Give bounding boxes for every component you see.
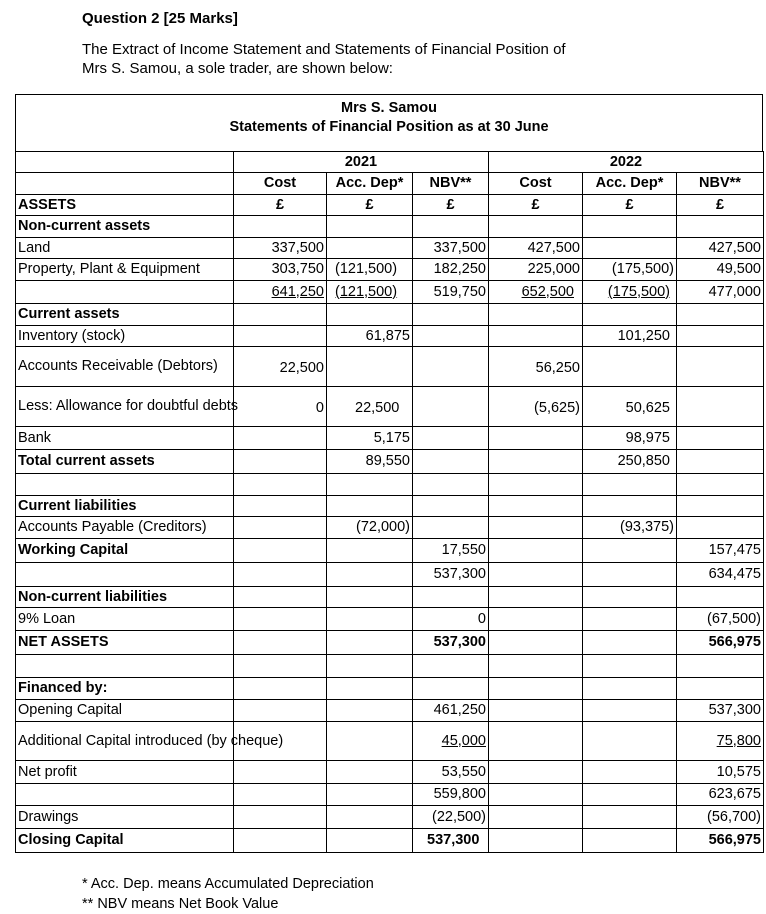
closing-capital-2021: 537,300 xyxy=(413,829,489,853)
value-cell: 337,500 xyxy=(234,238,327,259)
value-cell xyxy=(583,829,677,853)
value-cell xyxy=(489,784,583,806)
table-row xyxy=(16,326,764,347)
year-header-row xyxy=(16,152,764,173)
value-cell: 182,250 xyxy=(413,259,489,281)
table-row xyxy=(16,347,764,387)
value-cell xyxy=(583,608,677,631)
value-cell xyxy=(327,496,413,517)
table-row xyxy=(16,539,764,563)
value-cell xyxy=(327,608,413,631)
value-cell: 623,675 xyxy=(677,784,764,806)
value-cell xyxy=(583,784,677,806)
value-cell xyxy=(489,700,583,722)
value-cell: 461,250 xyxy=(413,700,489,722)
row-label xyxy=(16,281,234,304)
row-label: Net profit xyxy=(16,761,234,784)
value-cell xyxy=(489,304,583,326)
blank-cell xyxy=(677,655,764,678)
value-cell: (22,500) xyxy=(413,806,489,829)
row-label: Drawings xyxy=(16,806,234,829)
blank-cell xyxy=(16,655,234,678)
value-cell xyxy=(327,806,413,829)
value-cell xyxy=(489,563,583,587)
value-cell: 519,750 xyxy=(413,281,489,304)
blank-cell xyxy=(16,173,234,195)
value-cell xyxy=(583,806,677,829)
value-cell: 303,750 xyxy=(234,259,327,281)
col-cost-2021: Cost xyxy=(234,173,327,195)
value-cell: 559,800 xyxy=(413,784,489,806)
year-2021-header: 2021 xyxy=(234,152,489,173)
value-cell xyxy=(327,829,413,853)
table-row xyxy=(16,195,764,216)
value-cell: (175,500) xyxy=(583,281,677,304)
value-cell xyxy=(583,238,677,259)
value-cell: 10,575 xyxy=(677,761,764,784)
currency-cell: £ xyxy=(413,195,489,216)
value-cell xyxy=(677,517,764,539)
blank-cell xyxy=(327,655,413,678)
value-cell xyxy=(327,347,413,387)
table-row xyxy=(16,281,764,304)
statement-title: Statements of Financial Position as at 30 June xyxy=(229,119,549,135)
row-label: Land xyxy=(16,238,234,259)
row-label: Accounts Receivable (Debtors) xyxy=(16,347,234,387)
value-cell xyxy=(234,784,327,806)
value-cell xyxy=(413,347,489,387)
row-label: Financed by: xyxy=(16,678,234,700)
value-cell xyxy=(234,700,327,722)
value-cell xyxy=(583,700,677,722)
statement-title-box xyxy=(15,94,763,152)
value-cell xyxy=(583,631,677,655)
value-cell xyxy=(413,304,489,326)
row-label: Bank xyxy=(16,427,234,450)
value-cell: 634,475 xyxy=(677,563,764,587)
value-cell xyxy=(234,806,327,829)
value-cell xyxy=(234,427,327,450)
table-row xyxy=(16,829,764,853)
value-cell xyxy=(489,678,583,700)
value-cell: 101,250 xyxy=(583,326,677,347)
value-cell: (121,500) xyxy=(327,281,413,304)
footnotes xyxy=(82,874,374,914)
value-cell: 49,500 xyxy=(677,259,764,281)
table-row xyxy=(16,496,764,517)
value-cell xyxy=(413,587,489,608)
net-assets-2022: 566,975 xyxy=(677,631,764,655)
row-label: Property, Plant & Equipment xyxy=(16,259,234,281)
value-cell: 157,475 xyxy=(677,539,764,563)
value-cell: 641,250 xyxy=(234,281,327,304)
row-label: Additional Capital introduced (by cheque) xyxy=(16,722,234,761)
value-cell: (5,625) xyxy=(489,387,583,427)
row-label: Inventory (stock) xyxy=(16,326,234,347)
currency-cell: £ xyxy=(677,195,764,216)
value-cell xyxy=(489,722,583,761)
statement-owner: Mrs S. Samou xyxy=(341,100,437,116)
value-cell xyxy=(327,722,413,761)
value-cell: 53,550 xyxy=(413,761,489,784)
statement-of-financial-position xyxy=(15,94,763,853)
value-cell xyxy=(583,304,677,326)
table-row xyxy=(16,563,764,587)
value-cell xyxy=(677,347,764,387)
table-row xyxy=(16,517,764,539)
value-cell xyxy=(677,587,764,608)
intro-line-1: The Extract of Income Statement and Statements of Financial Position of xyxy=(82,41,566,58)
row-label: Closing Capital xyxy=(16,829,234,853)
value-cell: 22,500 xyxy=(327,387,413,427)
value-cell xyxy=(489,829,583,853)
value-cell xyxy=(234,216,327,238)
currency-cell: £ xyxy=(489,195,583,216)
value-cell xyxy=(234,829,327,853)
table-row xyxy=(16,722,764,761)
col-accdep-2021: Acc. Dep* xyxy=(327,173,413,195)
value-cell: (93,375) xyxy=(583,517,677,539)
value-cell: 652,500 xyxy=(489,281,583,304)
year-2022-header: 2022 xyxy=(489,152,764,173)
value-cell xyxy=(677,326,764,347)
row-label xyxy=(16,784,234,806)
table-row xyxy=(16,474,764,496)
value-cell xyxy=(327,304,413,326)
value-cell xyxy=(489,517,583,539)
value-cell xyxy=(677,216,764,238)
row-label xyxy=(16,563,234,587)
blank-cell xyxy=(16,152,234,173)
blank-cell xyxy=(327,474,413,496)
value-cell xyxy=(234,539,327,563)
table-row xyxy=(16,304,764,326)
table-row xyxy=(16,761,764,784)
value-cell: 537,300 xyxy=(677,700,764,722)
intro-line-2: Mrs S. Samou, a sole trader, are shown below: xyxy=(82,60,393,77)
row-label: Total current assets xyxy=(16,450,234,474)
value-cell xyxy=(327,784,413,806)
column-header-row xyxy=(16,173,764,195)
col-nbv-2021: NBV** xyxy=(413,173,489,195)
value-cell xyxy=(489,806,583,829)
value-cell xyxy=(583,539,677,563)
currency-cell: £ xyxy=(234,195,327,216)
value-cell xyxy=(327,238,413,259)
value-cell xyxy=(234,631,327,655)
row-label: NET ASSETS xyxy=(16,631,234,655)
value-cell xyxy=(234,563,327,587)
row-label: Less: Allowance for doubtful debts xyxy=(16,387,234,427)
value-cell xyxy=(489,608,583,631)
value-cell: 0 xyxy=(234,387,327,427)
value-cell: 427,500 xyxy=(677,238,764,259)
value-cell: (56,700) xyxy=(677,806,764,829)
closing-capital-2022: 566,975 xyxy=(677,829,764,853)
value-cell xyxy=(234,761,327,784)
blank-cell xyxy=(583,655,677,678)
value-cell: 56,250 xyxy=(489,347,583,387)
value-cell xyxy=(677,450,764,474)
table-row xyxy=(16,608,764,631)
table-row xyxy=(16,216,764,238)
value-cell xyxy=(413,216,489,238)
value-cell xyxy=(234,304,327,326)
value-cell xyxy=(583,216,677,238)
value-cell: 225,000 xyxy=(489,259,583,281)
value-cell xyxy=(234,587,327,608)
value-cell: 50,625 xyxy=(583,387,677,427)
table-row xyxy=(16,700,764,722)
value-cell xyxy=(234,608,327,631)
value-cell xyxy=(489,427,583,450)
value-cell xyxy=(413,517,489,539)
row-label: Current assets xyxy=(16,304,234,326)
table-row xyxy=(16,259,764,281)
value-cell xyxy=(583,761,677,784)
blank-cell xyxy=(234,655,327,678)
value-cell xyxy=(489,450,583,474)
value-cell: 337,500 xyxy=(413,238,489,259)
table-row xyxy=(16,238,764,259)
value-cell: 61,875 xyxy=(327,326,413,347)
value-cell xyxy=(677,678,764,700)
table-row xyxy=(16,806,764,829)
table-row xyxy=(16,678,764,700)
value-cell xyxy=(677,427,764,450)
value-cell: 89,550 xyxy=(327,450,413,474)
value-cell xyxy=(413,496,489,517)
value-cell: (175,500) xyxy=(583,259,677,281)
value-cell: 17,550 xyxy=(413,539,489,563)
value-cell xyxy=(677,496,764,517)
value-cell xyxy=(234,517,327,539)
value-cell: 537,300 xyxy=(413,563,489,587)
value-cell: 5,175 xyxy=(327,427,413,450)
col-nbv-2022: NBV** xyxy=(677,173,764,195)
currency-cell: £ xyxy=(583,195,677,216)
value-cell xyxy=(583,722,677,761)
value-cell xyxy=(327,631,413,655)
value-cell: (121,500) xyxy=(327,259,413,281)
row-label: Opening Capital xyxy=(16,700,234,722)
col-accdep-2022: Acc. Dep* xyxy=(583,173,677,195)
table-row xyxy=(16,450,764,474)
footnote-nbv: ** NBV means Net Book Value xyxy=(82,896,279,912)
blank-cell xyxy=(489,655,583,678)
financial-position-table xyxy=(15,151,764,853)
value-cell: (72,000) xyxy=(327,517,413,539)
net-assets-2021: 537,300 xyxy=(413,631,489,655)
value-cell xyxy=(489,326,583,347)
col-cost-2022: Cost xyxy=(489,173,583,195)
value-cell xyxy=(413,427,489,450)
value-cell: 75,800 xyxy=(677,722,764,761)
value-cell xyxy=(677,387,764,427)
value-cell xyxy=(327,700,413,722)
value-cell xyxy=(413,326,489,347)
blank-cell xyxy=(16,474,234,496)
blank-cell xyxy=(677,474,764,496)
value-cell: 477,000 xyxy=(677,281,764,304)
value-cell xyxy=(489,539,583,563)
value-cell: 98,975 xyxy=(583,427,677,450)
value-cell: 0 xyxy=(413,608,489,631)
table-row xyxy=(16,427,764,450)
table-row xyxy=(16,587,764,608)
value-cell xyxy=(234,450,327,474)
value-cell xyxy=(327,216,413,238)
row-label: Working Capital xyxy=(16,539,234,563)
row-label: Non-current liabilities xyxy=(16,587,234,608)
value-cell xyxy=(413,450,489,474)
table-row xyxy=(16,387,764,427)
blank-cell xyxy=(413,655,489,678)
row-label: ASSETS xyxy=(16,195,234,216)
value-cell xyxy=(583,678,677,700)
value-cell xyxy=(583,587,677,608)
value-cell xyxy=(489,216,583,238)
value-cell xyxy=(327,678,413,700)
row-label: Current liabilities xyxy=(16,496,234,517)
value-cell: (67,500) xyxy=(677,608,764,631)
value-cell xyxy=(234,496,327,517)
value-cell xyxy=(234,326,327,347)
value-cell: 45,000 xyxy=(413,722,489,761)
value-cell xyxy=(489,761,583,784)
value-cell xyxy=(583,563,677,587)
value-cell xyxy=(327,563,413,587)
row-label: Accounts Payable (Creditors) xyxy=(16,517,234,539)
question-intro xyxy=(82,40,642,78)
value-cell xyxy=(489,587,583,608)
value-cell xyxy=(413,678,489,700)
value-cell xyxy=(489,631,583,655)
value-cell: 427,500 xyxy=(489,238,583,259)
value-cell xyxy=(489,496,583,517)
blank-cell xyxy=(413,474,489,496)
value-cell: 250,850 xyxy=(583,450,677,474)
value-cell xyxy=(413,387,489,427)
value-cell xyxy=(583,496,677,517)
blank-cell xyxy=(234,474,327,496)
table-row xyxy=(16,655,764,678)
value-cell xyxy=(327,587,413,608)
row-label: 9% Loan xyxy=(16,608,234,631)
value-cell xyxy=(677,304,764,326)
table-row xyxy=(16,784,764,806)
value-cell: 22,500 xyxy=(234,347,327,387)
value-cell xyxy=(583,347,677,387)
currency-cell: £ xyxy=(327,195,413,216)
question-title: Question 2 [25 Marks] xyxy=(82,10,238,27)
value-cell xyxy=(327,761,413,784)
value-cell xyxy=(327,539,413,563)
row-label: Non-current assets xyxy=(16,216,234,238)
blank-cell xyxy=(583,474,677,496)
footnote-acc-dep: * Acc. Dep. means Accumulated Depreciation xyxy=(82,876,374,892)
value-cell xyxy=(234,678,327,700)
table-row xyxy=(16,631,764,655)
blank-cell xyxy=(489,474,583,496)
